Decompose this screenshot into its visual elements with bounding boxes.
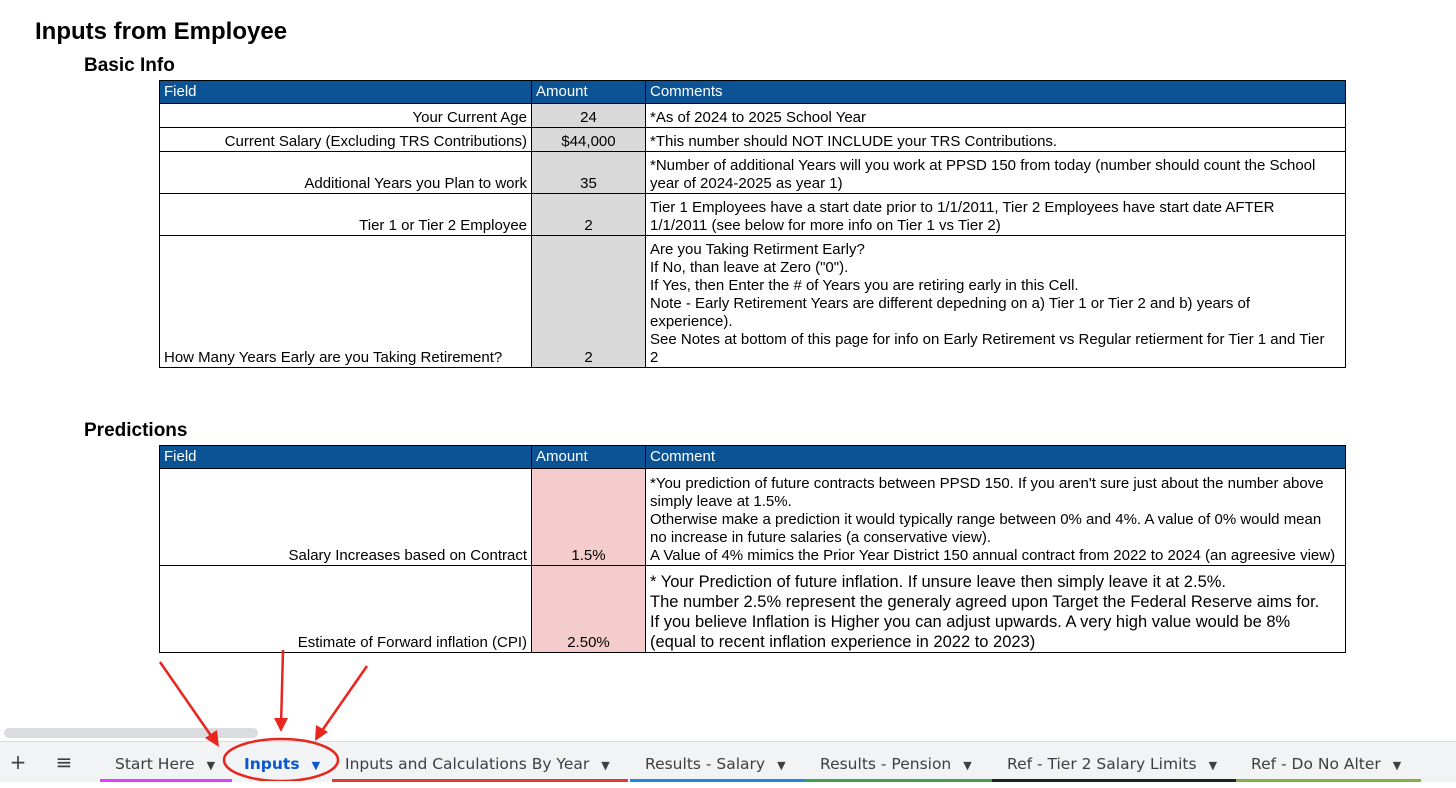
field-cell[interactable]: Additional Years you Plan to work	[160, 152, 532, 194]
field-cell[interactable]: Estimate of Forward inflation (CPI)	[160, 566, 532, 653]
chevron-down-icon[interactable]: ▼	[963, 759, 972, 772]
chevron-down-icon[interactable]: ▼	[206, 759, 216, 772]
tab-ref-tier2-salary-limits[interactable]	[992, 742, 1236, 780]
comment-line: If Yes, then Enter the # of Years you are retiring early in this Cell.	[650, 277, 1079, 294]
comment-cell[interactable]	[646, 128, 1346, 152]
header-field[interactable]: Field	[160, 81, 532, 104]
comment-cell[interactable]	[646, 566, 1346, 653]
tab-label: Results - Salary	[645, 755, 766, 773]
amount-cell-salary-increase[interactable]: 1.5%	[532, 469, 646, 566]
predictions-heading: Predictions	[84, 420, 188, 441]
tab-start-here[interactable]	[100, 742, 232, 780]
predictions-table	[159, 445, 1346, 653]
comment-line: A Value of 4% mimics the Prior Year District 150 annual contract from 2022 to 2024 (an agreesive view)	[650, 547, 1336, 564]
comment-cell[interactable]	[646, 194, 1346, 236]
horizontal-scrollbar[interactable]	[4, 728, 258, 738]
header-comment[interactable]: Comment	[646, 446, 1346, 469]
comment-line: *This number should NOT INCLUDE your TRS Contributions.	[650, 133, 1058, 150]
tab-label: Start Here	[115, 755, 195, 773]
row-inflation	[160, 566, 1346, 653]
tab-label: Ref - Tier 2 Salary Limits	[1007, 755, 1197, 773]
amount-cell-age[interactable]: 24	[532, 104, 646, 128]
header-amount[interactable]: Amount	[532, 446, 646, 469]
comment-line: See Notes at bottom of this page for info on Early Retirement vs Regular retierment for Tier 1 and Tier	[650, 331, 1325, 348]
chevron-down-icon[interactable]: ▼	[311, 759, 321, 772]
comment-line: (equal to recent inflation experience in 2022 to 2023)	[650, 633, 1036, 651]
comment-line: *You prediction of future contracts between PPSD 150. If you aren't sure just about the number above	[650, 475, 1324, 492]
sheet-tab-bar	[0, 741, 1456, 782]
comment-cell[interactable]	[646, 469, 1346, 566]
chevron-down-icon[interactable]: ▼	[777, 759, 786, 772]
comment-line: 2	[650, 349, 659, 366]
header-comments[interactable]: Comments	[646, 81, 1346, 104]
amount-cell-tier[interactable]: 2	[532, 194, 646, 236]
page-title: Inputs from Employee	[35, 18, 288, 45]
comment-line: year of 2024-2025 as year 1)	[650, 175, 843, 192]
row-current-age	[160, 104, 1346, 128]
comment-line: * Your Prediction of future inflation. If unsure leave then simply leave it at 2.5%.	[650, 573, 1227, 591]
basic-info-heading: Basic Info	[84, 55, 175, 76]
row-early-retirement	[160, 236, 1346, 368]
comment-line: 1/1/2011 (see below for more info on Tier 1 vs Tier 2)	[650, 217, 1001, 234]
field-cell[interactable]: How Many Years Early are you Taking Retirement?	[160, 236, 532, 368]
all-sheets-menu-icon[interactable]: ≡	[55, 750, 73, 774]
add-sheet-icon[interactable]: +	[9, 750, 27, 774]
amount-cell-inflation[interactable]: 2.50%	[532, 566, 646, 653]
basic-info-table	[159, 80, 1346, 368]
comment-line: experience).	[650, 313, 733, 330]
comment-cell[interactable]	[646, 104, 1346, 128]
predictions-header-row	[160, 446, 1346, 469]
comment-cell[interactable]	[646, 236, 1346, 368]
amount-cell-early-years[interactable]: 2	[532, 236, 646, 368]
comment-line: If you believe Inflation is Higher you can adjust upwards. A very high value would be 8%	[650, 613, 1291, 631]
basic-info-header-row	[160, 81, 1346, 104]
comment-line: no increase in future salaries (a conservative view).	[650, 529, 991, 546]
row-current-salary	[160, 128, 1346, 152]
row-additional-years	[160, 152, 1346, 194]
field-cell[interactable]: Salary Increases based on Contract	[160, 469, 532, 566]
field-cell[interactable]: Your Current Age	[160, 104, 532, 128]
comment-line: *Number of additional Years will you work at PPSD 150 from today (number should count the School	[650, 157, 1316, 174]
comment-line: Otherwise make a prediction it would typically range between 0% and 4%. A value of 0% would mean	[650, 511, 1322, 528]
comment-line: Are you Taking Retirment Early?	[650, 241, 865, 258]
field-cell[interactable]: Current Salary (Excluding TRS Contributions)	[160, 128, 532, 152]
tab-ref-do-no-alter[interactable]	[1236, 742, 1421, 780]
row-salary-increases	[160, 469, 1346, 566]
comment-line: simply leave at 1.5%.	[650, 493, 792, 510]
amount-cell-salary[interactable]: $44,000	[532, 128, 646, 152]
amount-cell-years[interactable]: 35	[532, 152, 646, 194]
comment-line: Note - Early Retirement Years are different depedning on a) Tier 1 or Tier 2 and b) years of	[650, 295, 1251, 312]
chevron-down-icon[interactable]: ▼	[601, 759, 610, 772]
chevron-down-icon[interactable]: ▼	[1392, 759, 1402, 772]
tab-inputs[interactable]	[232, 742, 332, 780]
comment-line: If No, than leave at Zero ("0").	[650, 259, 849, 276]
chevron-down-icon[interactable]: ▼	[1208, 759, 1218, 772]
field-cell[interactable]: Tier 1 or Tier 2 Employee	[160, 194, 532, 236]
comment-line: The number 2.5% represent the generaly agreed upon Target the Federal Reserve aims for.	[650, 593, 1320, 611]
tab-results-salary[interactable]	[630, 742, 805, 780]
tab-label: Results - Pension	[820, 755, 952, 773]
header-amount[interactable]: Amount	[532, 81, 646, 104]
tab-label: Inputs	[244, 755, 300, 773]
tab-inputs-and-calculations[interactable]	[332, 742, 628, 780]
comment-line: *As of 2024 to 2025 School Year	[650, 109, 867, 126]
comment-line: Tier 1 Employees have a start date prior to 1/1/2011, Tier 2 Employees have start date AFTER	[650, 199, 1275, 216]
tab-results-pension[interactable]	[805, 742, 992, 780]
tab-label: Ref - Do No Alter	[1251, 755, 1381, 773]
row-tier	[160, 194, 1346, 236]
comment-cell[interactable]	[646, 152, 1346, 194]
header-field[interactable]: Field	[160, 446, 532, 469]
tab-label: Inputs and Calculations By Year	[345, 755, 590, 773]
